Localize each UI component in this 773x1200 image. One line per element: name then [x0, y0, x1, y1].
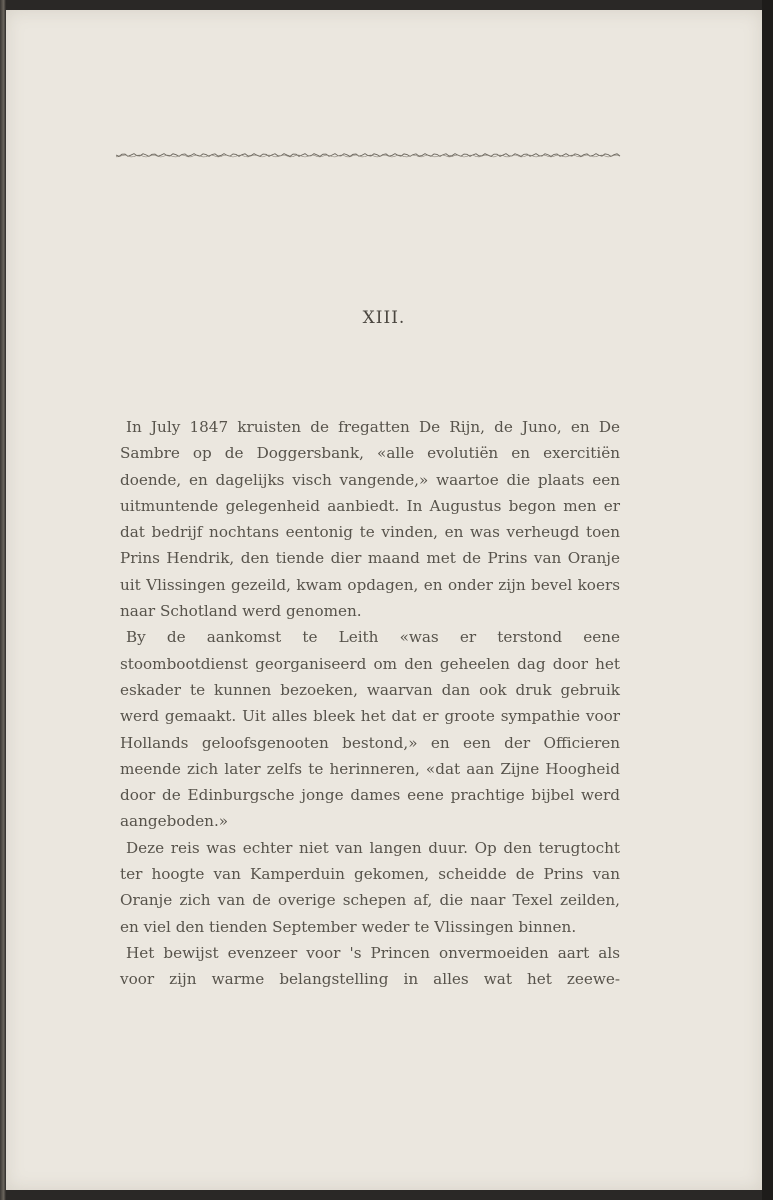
wavy-ornament-rule: [116, 148, 621, 160]
page-dark-margin: [762, 0, 773, 1200]
paragraph-2: By de aankomst te Leith «was er terstond eene stoombootdienst georganiseerd om den geheelen dag door het eskader te kunnen bezoeken, waarvan dan ook druk gebruik werd gemaakt. Uit alles bleek het dat er groote sympathie voor Hollands geloofsgenooten bestond,» en een der Officieren meende zich later zelfs te herinneren, «dat aan Zijne Hoogheid door de Edinburgsche jonge dames eene prachtige bijbel werd aangeboden.»: [120, 628, 620, 831]
chapter-heading: XIII.: [362, 308, 406, 328]
book-page: [6, 10, 762, 1190]
body-text: [120, 414, 620, 993]
paragraph-4: Het bewijst evenzeer voor 's Princen onvermoeiden aart als voor zijn warme belangstelling in alles wat het zeewe-: [120, 943, 620, 989]
paragraph-1: In July 1847 kruisten de fregatten De Rijn, de Juno, en De Sambre op de Doggersbank, «alle evolutiën en exercitiën doende, en dagelijks visch vangende,» waartoe die plaats een uitmuntende gelegenheid aanbiedt. In Augustus begon men er dat bedrijf nochtans eentonig te vinden, en was verheugd toen Prins Hendrik, den tiende dier maand met de Prins van Oranje uit Vlissingen gezeild, kwam opdagen, en onder zijn bevel koers naar Schotland werd genomen.: [120, 418, 620, 621]
paragraph-3: Deze reis was echter niet van langen duur. Op den terugtocht ter hoogte van Kamperduin gekomen, scheidde de Prins van Oranje zich van de overige schepen af, die naar Texel zeilden, en viel den tienden September weder te Vlissingen binnen.: [120, 838, 620, 936]
